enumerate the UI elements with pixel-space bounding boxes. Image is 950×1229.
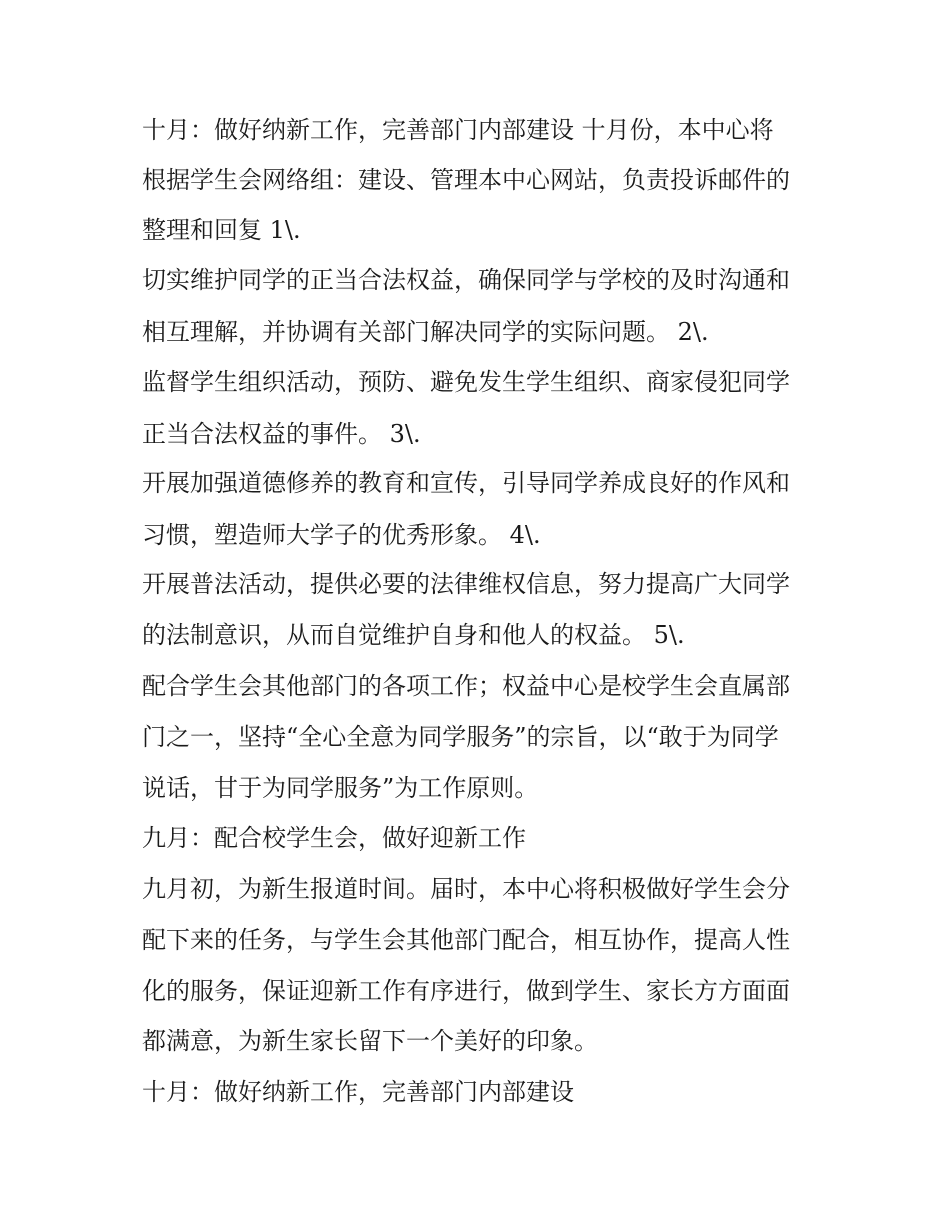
- text-line: 的法制意识，从而自觉维护自身和他人的权益。 5\.: [142, 621, 685, 649]
- text-line: 正当合法权益的事件。 3\.: [142, 420, 421, 448]
- text-line: 十月：做好纳新工作，完善部门内部建设: [142, 1078, 574, 1106]
- text-line: 门之一，坚持“全心全意为同学服务”的宗旨，以“敢于为同学: [142, 723, 779, 751]
- text-line: 十月：做好纳新工作，完善部门内部建设 十月份，本中心将: [142, 116, 774, 144]
- text-line: 根据学生会网络组：建设、管理本中心网站，负责投诉邮件的: [142, 166, 790, 194]
- text-line: 整理和回复 1\.: [142, 216, 301, 244]
- text-line: 化的服务，保证迎新工作有序进行，做到学生、家长方方面面: [142, 977, 790, 1005]
- text-line: 说话，甘于为同学服务”为工作原则。: [142, 774, 539, 802]
- text-line: 配下来的任务，与学生会其他部门配合，相互协作，提高人性: [142, 926, 790, 954]
- text-line: 九月初，为新生报道时间。届时，本中心将积极做好学生会分: [142, 875, 790, 903]
- text-line: 开展普法活动，提供必要的法律维权信息，努力提高广大同学: [142, 570, 790, 598]
- text-line: 开展加强道德修养的教育和宣传，引导同学养成良好的作风和: [142, 469, 790, 497]
- text-line: 配合学生会其他部门的各项工作；权益中心是校学生会直属部: [142, 672, 790, 700]
- text-line: 都满意，为新生家长留下一个美好的印象。: [142, 1027, 598, 1055]
- text-line: 切实维护同学的正当合法权益，确保同学与学校的及时沟通和: [142, 266, 790, 294]
- text-line: 相互理解，并协调有关部门解决同学的实际问题。 2\.: [142, 318, 709, 346]
- text-line: 九月：配合校学生会，做好迎新工作: [142, 824, 526, 852]
- text-line: 习惯，塑造师大学子的优秀形象。 4\.: [142, 521, 541, 549]
- text-line: 监督学生组织活动，预防、避免发生学生组织、商家侵犯同学: [142, 368, 790, 396]
